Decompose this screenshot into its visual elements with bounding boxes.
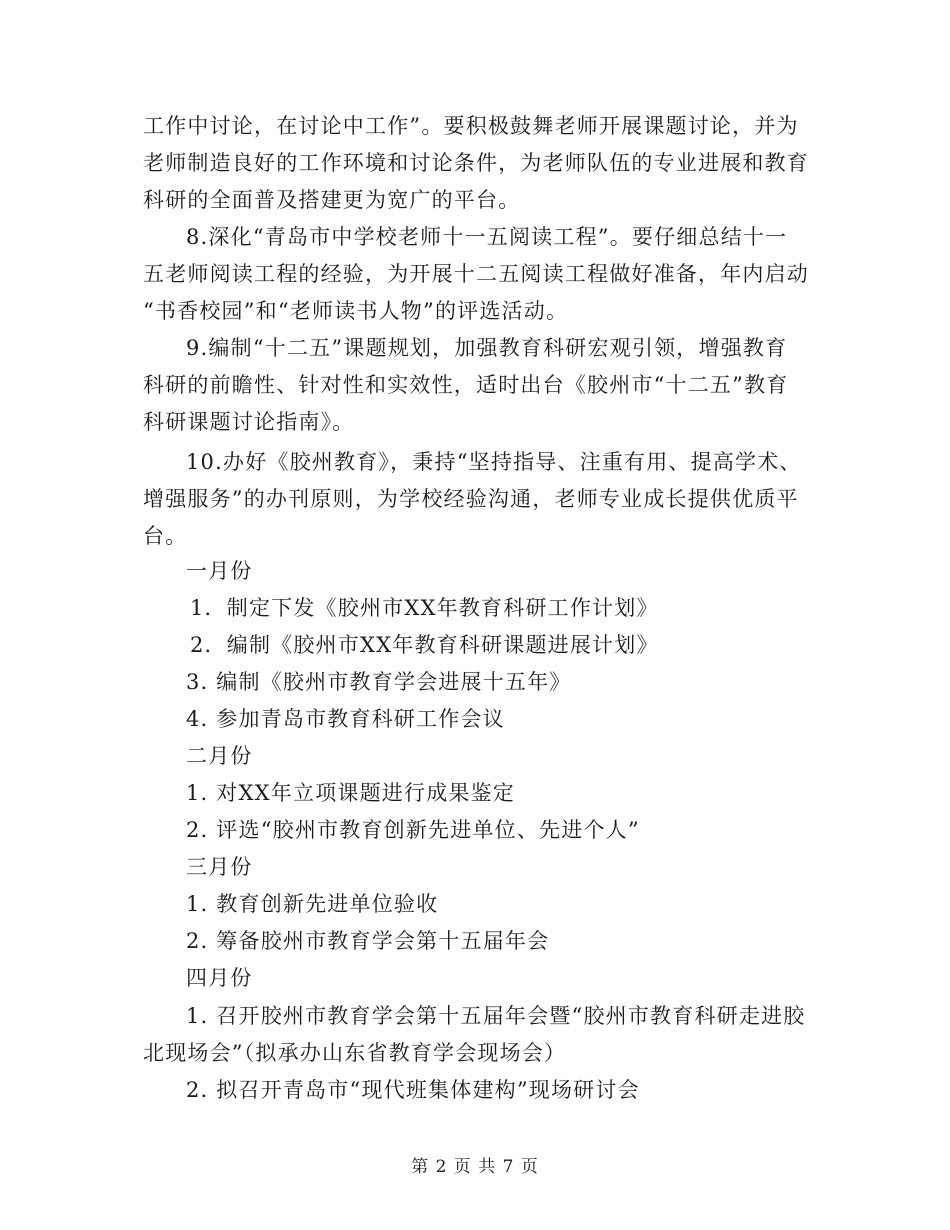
list-item: 2. 评选“胶州市教育创新先进单位、先进个人”	[186, 818, 640, 842]
list-item: 1. 召开胶州市教育学会第十五届年会暨“胶州市教育科研走进胶	[186, 1004, 806, 1028]
list-item: 2. 筹备胶州市教育学会第十五届年会	[186, 929, 550, 953]
month-heading: 三月份	[186, 855, 253, 879]
list-item: 1. 对XX年立项课题进行成果鉴定	[186, 781, 516, 805]
paragraph-line: 科研的全面普及搭建更为宽广的平台。	[143, 188, 521, 212]
paragraph-line: 10.办好《胶州教育》，秉持“坚持指导、注重有用、提高学术、	[186, 450, 802, 474]
paragraph-line: 科研课题讨论指南》。	[143, 410, 355, 434]
list-item: 1. 教育创新先进单位验收	[186, 892, 439, 916]
paragraph-line: 老师制造良好的工作环境和讨论条件，为老师队伍的专业进展和教育	[143, 151, 809, 175]
list-item: 2. 拟召开青岛市“现代班集体建构”现场研讨会	[186, 1078, 640, 1102]
list-item: 1．制定下发《胶州市XX年教育科研工作计划》	[190, 596, 659, 620]
paragraph-line: 科研的前瞻性、针对性和实效性，适时出台《胶州市“十二五”教育	[143, 373, 789, 397]
paragraph-line: 工作中讨论，在讨论中工作”。要积极鼓舞老师开展课题讨论，并为	[143, 114, 799, 138]
list-item: 4. 参加青岛市教育科研工作会议	[186, 707, 505, 731]
paragraph-line: 增强服务”的办刊原则，为学校经验沟通，老师专业成长提供优质平	[143, 487, 799, 511]
list-item-continuation: 北现场会”（拟承办山东省教育学会现场会）	[143, 1041, 567, 1065]
month-heading: 四月份	[186, 966, 253, 990]
month-heading: 一月份	[186, 559, 253, 583]
paragraph-line: 五老师阅读工程的经验，为开展十二五阅读工程做好准备，年内启动	[143, 262, 809, 286]
paragraph-line: “书香校园”和“老师读书人物”的评选活动。	[143, 299, 569, 323]
paragraph-line: 台。	[143, 524, 188, 548]
paragraph-line: 9.编制“十二五”课题规划，加强教育科研宏观引领，增强教育	[186, 336, 788, 360]
list-item: 3. 编制《胶州市教育学会进展十五年》	[186, 670, 572, 694]
month-heading: 二月份	[186, 744, 253, 768]
paragraph-line: 8.深化“青岛市中学校老师十一五阅读工程”。要仔细总结十一	[186, 225, 788, 249]
list-item: 2．编制《胶州市XX年教育科研课题进展计划》	[190, 633, 659, 657]
page-footer: 第 2 页 共 7 页	[411, 1157, 539, 1177]
